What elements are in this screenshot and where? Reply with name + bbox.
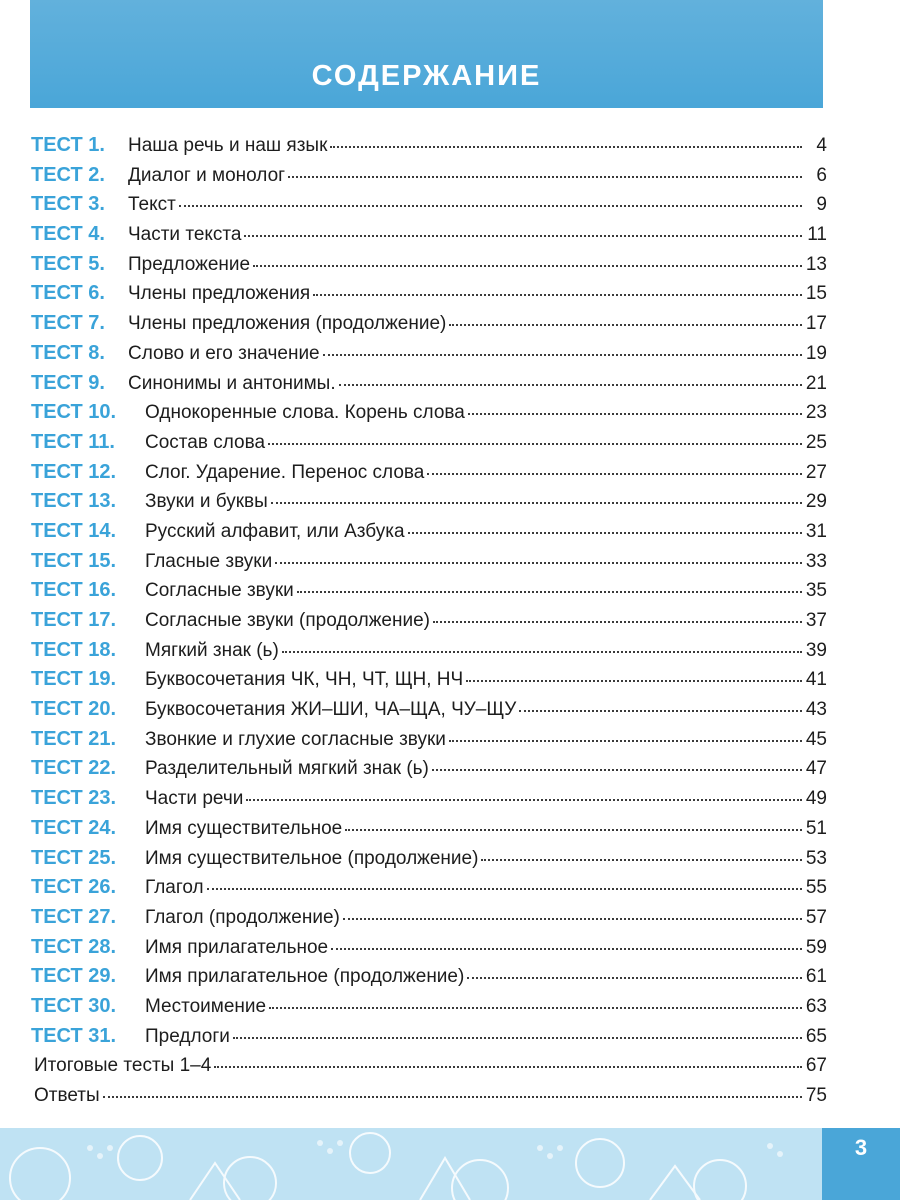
- toc-entry-title: Мягкий знак (ь): [145, 639, 279, 661]
- test-number: ТЕСТ 9.: [31, 371, 105, 394]
- dot-leader: [432, 769, 802, 771]
- toc-page-number: 41: [805, 669, 827, 691]
- toc-entry: [31, 250, 827, 280]
- toc-entry-title: Наша речь и наш язык: [128, 135, 328, 156]
- toc-page-number: 19: [805, 342, 827, 364]
- toc-page-number: 15: [805, 283, 827, 305]
- test-number: ТЕСТ 2.: [31, 163, 105, 186]
- dot-leader: [481, 859, 802, 861]
- page-title: СОДЕРЖАНИЕ: [311, 60, 542, 92]
- toc-entry: [31, 665, 827, 695]
- toc-page-number: 35: [805, 580, 827, 602]
- toc-entry-title: Слог. Ударение. Перенос слова: [145, 461, 425, 483]
- dot-leader: [207, 888, 802, 890]
- toc-entry: [31, 547, 827, 577]
- toc-entry-title: Гласные звуки: [145, 550, 273, 572]
- toc-entry-title: Звуки и буквы: [145, 491, 268, 513]
- toc-entry: [31, 784, 827, 814]
- test-number: ТЕСТ 23.: [31, 787, 117, 810]
- toc-entry-title: Части речи: [145, 788, 244, 810]
- dot-leader: [297, 591, 802, 593]
- dot-leader: [466, 680, 802, 682]
- toc-entry-title: Однокоренные слова. Корень слова: [145, 402, 465, 424]
- toc-page-number: 45: [805, 728, 827, 750]
- toc-entry: [31, 844, 827, 874]
- toc-entry: [31, 398, 827, 428]
- toc-entry: [31, 636, 827, 666]
- toc-entry-title: Имя существительное (продолжение): [145, 847, 479, 869]
- toc-page-number: 59: [805, 936, 827, 958]
- toc-entry-title: Предложение: [128, 253, 251, 275]
- toc-entry-title: Синонимы и антонимы.: [128, 372, 336, 394]
- toc-page-number: 37: [805, 610, 827, 631]
- toc-entry-title: Члены предложения (продолжение): [128, 313, 447, 335]
- dot-leader: [408, 532, 802, 534]
- toc-entry-title: Глагол (продолжение): [145, 906, 340, 928]
- toc-page-number: 63: [805, 995, 827, 1017]
- toc-entry-title: Имя прилагательное (продолжение): [145, 966, 465, 988]
- toc-entry-title: Разделительный мягкий знак (ь): [145, 758, 429, 780]
- toc-entry: [31, 517, 827, 547]
- test-number: ТЕСТ 7.: [31, 312, 105, 335]
- toc-entry: [31, 725, 827, 755]
- dot-leader: [467, 977, 802, 979]
- dot-leader: [214, 1066, 802, 1068]
- toc-entry: [31, 131, 827, 161]
- decorative-pattern: [0, 1128, 820, 1200]
- test-number: ТЕСТ 12.: [31, 460, 117, 483]
- toc-page-number: 57: [805, 906, 827, 928]
- dot-leader: [244, 235, 802, 237]
- toc-entry: [31, 309, 827, 339]
- dot-leader: [323, 354, 802, 356]
- test-number: ТЕСТ 25.: [31, 846, 117, 869]
- test-number: ТЕСТ 18.: [31, 638, 117, 661]
- toc-page-number: 23: [805, 402, 827, 424]
- footer-band: [0, 1128, 900, 1200]
- toc-entry-title: Предлоги: [145, 1025, 230, 1047]
- test-number: ТЕСТ 1.: [31, 134, 105, 156]
- dot-leader: [427, 473, 802, 475]
- test-number: ТЕСТ 29.: [31, 965, 117, 988]
- toc-entry: [31, 1022, 827, 1052]
- dot-leader: [275, 562, 802, 564]
- header-banner: [30, 0, 823, 108]
- test-number: ТЕСТ 28.: [31, 935, 117, 958]
- toc-page-number: 33: [805, 550, 827, 572]
- toc-entry: [31, 458, 827, 488]
- dot-leader: [246, 799, 802, 801]
- toc-entry: [31, 606, 827, 636]
- test-number: ТЕСТ 22.: [31, 757, 117, 780]
- toc-entry-title: Согласные звуки (продолжение): [145, 610, 430, 631]
- dot-leader: [339, 384, 802, 386]
- toc-entry-title: Имя существительное: [145, 817, 343, 839]
- toc-page-number: 9: [816, 194, 827, 216]
- toc-page-number: 39: [805, 639, 827, 661]
- toc-page-number: 65: [805, 1025, 827, 1047]
- test-number: ТЕСТ 21.: [31, 727, 117, 750]
- toc-entry-title: Буквосочетания ЖИ–ШИ, ЧА–ЩА, ЧУ–ЩУ: [145, 699, 517, 721]
- toc-entry: [31, 428, 827, 458]
- test-number: ТЕСТ 27.: [31, 905, 117, 928]
- toc-entry: [31, 339, 827, 369]
- toc-entry: [31, 903, 827, 933]
- test-number: ТЕСТ 30.: [31, 994, 117, 1017]
- toc-page-number: 53: [805, 847, 827, 869]
- dot-leader: [233, 1037, 802, 1039]
- toc-page-number: 29: [805, 491, 827, 513]
- toc-entry: [31, 220, 827, 250]
- toc-entry-title: Части текста: [128, 224, 242, 246]
- toc-entry: [31, 487, 827, 517]
- toc-page-number: 25: [805, 431, 827, 453]
- toc-page-number: 31: [805, 520, 827, 542]
- toc-entry: [31, 933, 827, 963]
- toc-entry: [31, 962, 827, 992]
- dot-leader: [519, 710, 802, 712]
- dot-leader: [253, 265, 802, 267]
- table-of-contents: [31, 131, 827, 1111]
- test-number: ТЕСТ 20.: [31, 698, 117, 721]
- test-number: ТЕСТ 17.: [31, 609, 117, 631]
- toc-entry: [31, 279, 827, 309]
- toc-entry: [31, 369, 827, 399]
- toc-entry: [31, 161, 827, 191]
- toc-entry-title: Текст: [128, 194, 176, 216]
- test-number: ТЕСТ 19.: [31, 668, 117, 691]
- test-number: ТЕСТ 4.: [31, 223, 105, 246]
- dot-leader: [330, 146, 802, 148]
- toc-page-number: 6: [816, 164, 827, 186]
- toc-page-number: 11: [807, 224, 827, 246]
- test-number: ТЕСТ 15.: [31, 549, 117, 572]
- test-number: ТЕСТ 13.: [31, 490, 117, 513]
- test-number: ТЕСТ 3.: [31, 193, 105, 216]
- toc-entry-title: Местоимение: [145, 995, 267, 1017]
- toc-entry-title: Итоговые тесты 1–4: [34, 1055, 212, 1077]
- toc-entry: [31, 576, 827, 606]
- toc-entry-title: Диалог и монолог: [128, 164, 286, 186]
- dot-leader: [103, 1096, 802, 1098]
- dot-leader: [282, 651, 802, 653]
- toc-page-number: 21: [805, 372, 827, 394]
- toc-entry: [31, 1081, 827, 1111]
- toc-entry: [31, 992, 827, 1022]
- toc-entry: [31, 695, 827, 725]
- test-number: ТЕСТ 14.: [31, 519, 117, 542]
- toc-page-number: 17: [805, 313, 827, 335]
- test-number: ТЕСТ 6.: [31, 282, 105, 305]
- dot-leader: [179, 205, 802, 207]
- toc-page-number: 43: [805, 699, 827, 721]
- toc-entry-title: Звонкие и глухие согласные звуки: [145, 728, 446, 750]
- toc-page-number: 4: [816, 135, 827, 156]
- toc-entry: [31, 1051, 827, 1081]
- dot-leader: [449, 324, 802, 326]
- test-number: ТЕСТ 8.: [31, 341, 105, 364]
- test-number: ТЕСТ 10.: [31, 401, 117, 424]
- toc-entry-title: Слово и его значение: [128, 342, 320, 364]
- test-number: ТЕСТ 26.: [31, 876, 117, 899]
- toc-entry: [31, 873, 827, 903]
- toc-entry-title: Буквосочетания ЧК, ЧН, ЧТ, ЩН, НЧ: [145, 669, 464, 691]
- dot-leader: [269, 1007, 802, 1009]
- dot-leader: [343, 918, 802, 920]
- dot-leader: [271, 502, 802, 504]
- dot-leader: [449, 740, 802, 742]
- toc-entry-title: Глагол: [145, 877, 204, 899]
- toc-page-number: 55: [805, 877, 827, 899]
- test-number: ТЕСТ 11.: [31, 430, 115, 453]
- toc-page-number: 51: [805, 817, 827, 839]
- toc-page-number: 13: [805, 253, 827, 275]
- toc-entry-title: Ответы: [34, 1085, 100, 1106]
- toc-page-number: 75: [805, 1085, 827, 1106]
- toc-page-number: 47: [805, 758, 827, 780]
- dot-leader: [468, 413, 802, 415]
- dot-leader: [288, 176, 802, 178]
- toc-page-number: 27: [805, 461, 827, 483]
- dot-leader: [331, 948, 802, 950]
- toc-page-number: 61: [805, 966, 827, 988]
- test-number: ТЕСТ 31.: [31, 1024, 117, 1047]
- test-number: ТЕСТ 24.: [31, 816, 117, 839]
- page-number-badge: 3: [822, 1128, 900, 1200]
- toc-entry: [31, 814, 827, 844]
- toc-entry-title: Русский алфавит, или Азбука: [145, 520, 405, 542]
- dot-leader: [268, 443, 802, 445]
- dot-leader: [345, 829, 802, 831]
- toc-entry-title: Имя прилагательное: [145, 936, 329, 958]
- dot-leader: [433, 621, 802, 623]
- toc-entry: [31, 754, 827, 784]
- test-number: ТЕСТ 16.: [31, 579, 117, 602]
- toc-entry: [31, 190, 827, 220]
- test-number: ТЕСТ 5.: [31, 252, 105, 275]
- toc-entry-title: Состав слова: [145, 431, 266, 453]
- toc-entry-title: Члены предложения: [128, 283, 311, 305]
- toc-entry-title: Согласные звуки: [145, 580, 294, 602]
- toc-page-number: 67: [805, 1055, 827, 1077]
- toc-page-number: 49: [805, 788, 827, 810]
- dot-leader: [313, 294, 802, 296]
